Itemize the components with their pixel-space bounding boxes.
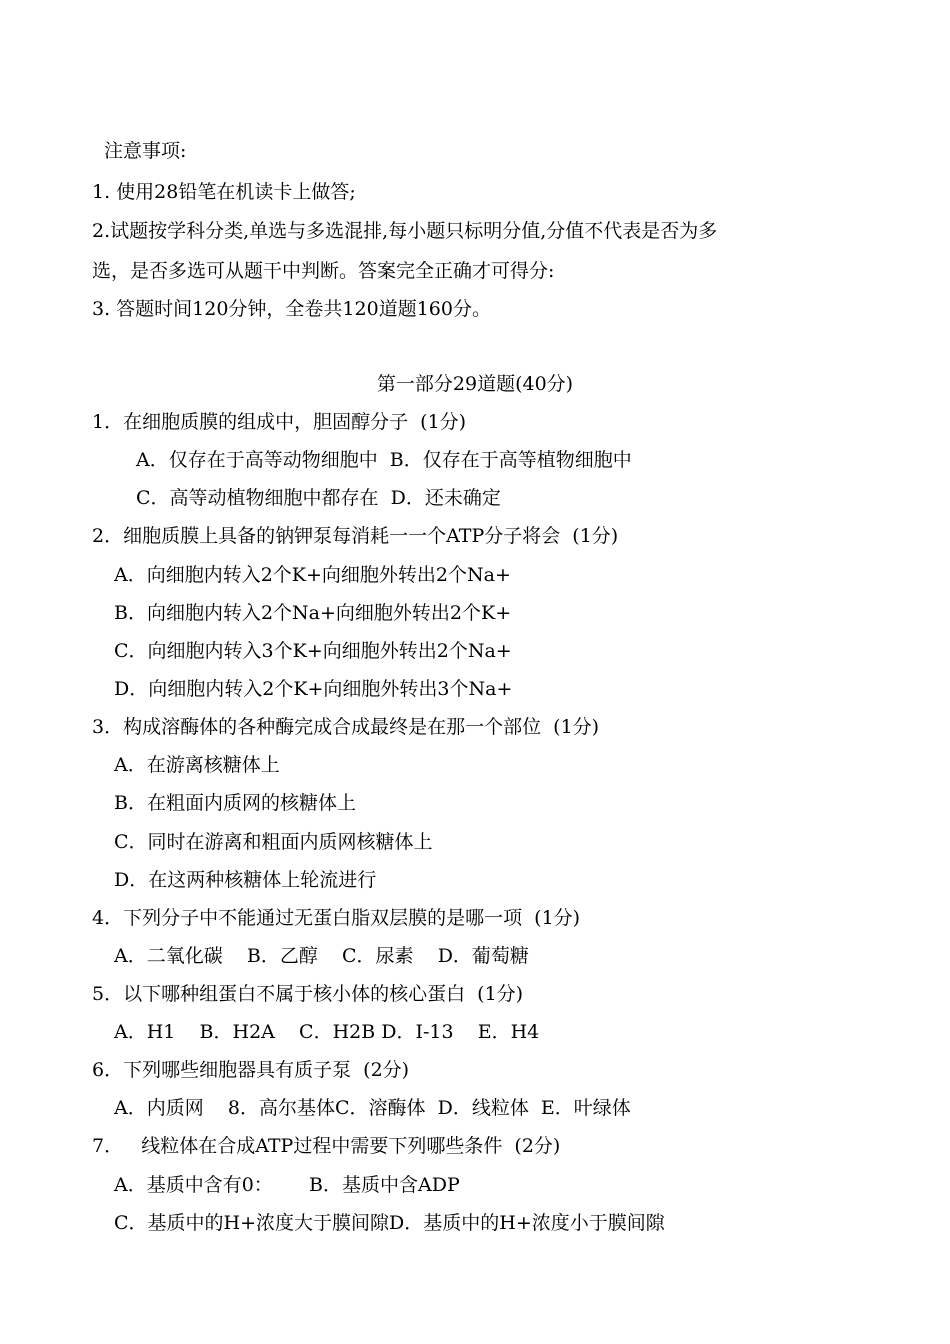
question-option: A．仅存在于高等动物细胞中 B．仅存在于高等植物细胞中 xyxy=(136,449,632,471)
section-title: 第一部分29道题(40分) xyxy=(376,373,574,395)
question-option: C．向细胞内转入3个K+向细胞外转出2个Na+ xyxy=(114,640,512,662)
question-option: B．向细胞内转入2个Na+向细胞外转出2个K+ xyxy=(114,602,512,624)
question-option: D．在这两种核糖体上轮流进行 xyxy=(114,869,377,891)
question-stem: 7． 线粒体在合成ATP过程中需要下列哪些条件 (2分) xyxy=(92,1135,561,1157)
question-option: A．二氧化碳 B．乙醇 C．尿素 D．葡萄糖 xyxy=(114,945,529,967)
question-option: A．基质中含有0： B．基质中含ADP xyxy=(114,1174,460,1196)
question-option: C．高等动植物细胞中都存在 D．还未确定 xyxy=(136,487,501,509)
question-option: A．内质网 8．高尔基体C．溶酶体 D．线粒体 E．叶绿体 xyxy=(114,1097,631,1119)
notice-item: 选，是否多选可从题干中判断。答案完全正确才可得分: xyxy=(92,260,555,282)
question-option: C．同时在游离和粗面内质网核糖体上 xyxy=(114,831,433,853)
question-stem: 4．下列分子中不能通过无蛋白脂双层膜的是哪一项 (1分) xyxy=(92,907,581,929)
notice-item: 2.试题按学科分类,单选与多选混排,每小题只标明分值,分值不代表是否为多 xyxy=(92,220,718,242)
notice-item: 3. 答题时间120分钟，全卷共120道题160分。 xyxy=(92,298,491,320)
question-option: A．H1 B．H2A C．H2B D．I-13 E．H4 xyxy=(114,1021,540,1043)
notice-title: 注意事项: xyxy=(104,140,187,162)
question-option: B．在粗面内质网的核糖体上 xyxy=(114,792,356,814)
question-stem: 5．以下哪种组蛋白不属于核小体的核心蛋白 (1分) xyxy=(92,983,524,1005)
question-option: C．基质中的H+浓度大于膜间隙D．基质中的H+浓度小于膜间隙 xyxy=(114,1212,665,1234)
question-stem: 1．在细胞质膜的组成中，胆固醇分子 (1分) xyxy=(92,411,467,433)
question-stem: 3．构成溶酶体的各种酶完成合成最终是在那一个部位 (1分) xyxy=(92,716,600,738)
question-option: D．向细胞内转入2个K+向细胞外转出3个Na+ xyxy=(114,678,513,700)
question-option: A．在游离核糖体上 xyxy=(114,754,280,776)
question-stem: 2．细胞质膜上具备的钠钾泵每消耗一一个ATP分子将会 (1分) xyxy=(92,525,619,547)
notice-item: 1. 使用28铅笔在机读卡上做答; xyxy=(92,181,356,203)
question-stem: 6．下列哪些细胞器具有质子泵 (2分) xyxy=(92,1059,410,1081)
question-option: A．向细胞内转入2个K+向细胞外转出2个Na+ xyxy=(114,564,511,586)
